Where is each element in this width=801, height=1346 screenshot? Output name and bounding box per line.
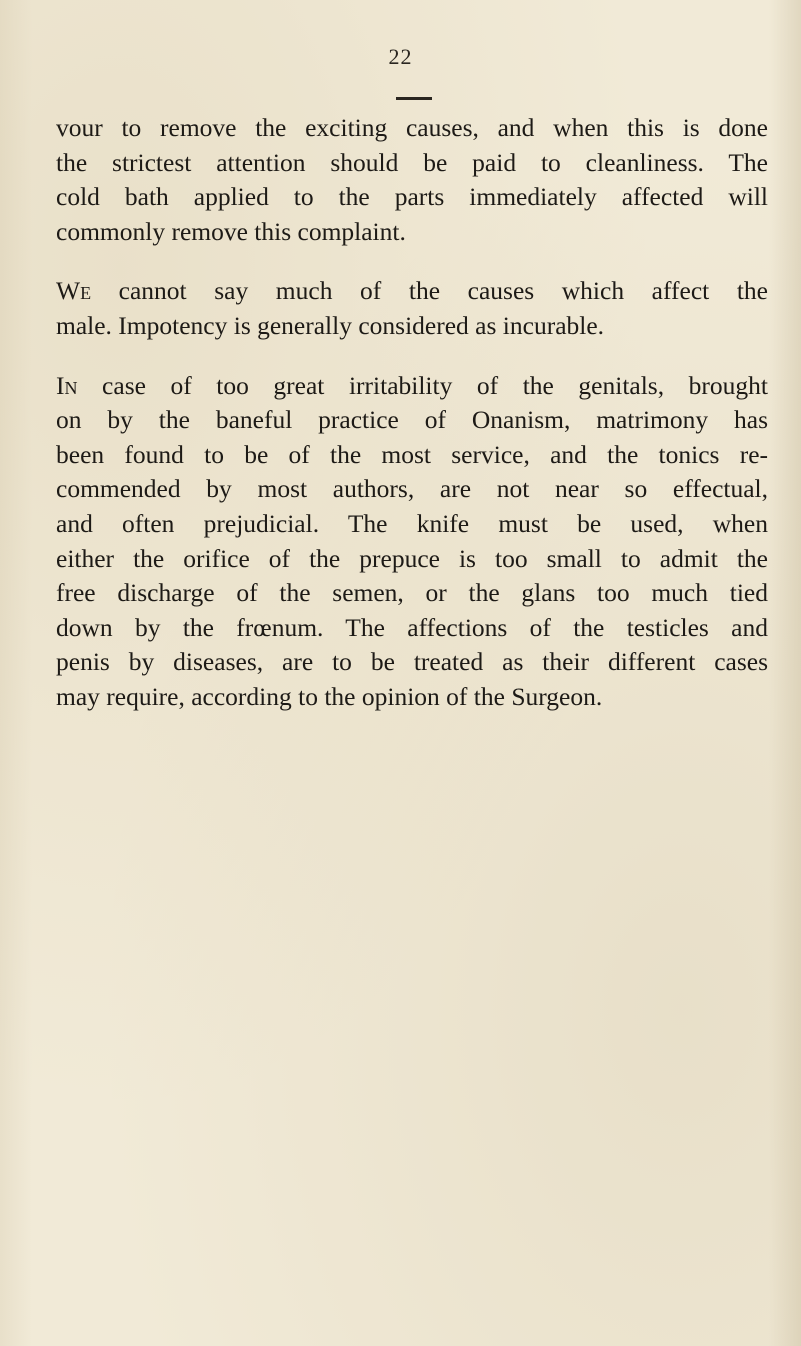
text-line: been found to be of the most service, and the tonics re- [56, 439, 768, 469]
paragraph-1 [56, 111, 768, 249]
text-line: commonly remove this complaint. [56, 216, 406, 246]
text-line: commended by most authors, are not near so effectual, [56, 474, 768, 504]
text-line: either the orifice of the prepuce is too small to admit the [56, 543, 768, 573]
text-run: cannot say much of the causes which affect the [91, 276, 768, 306]
text-line: and often prejudicial. The knife must be used, when [56, 508, 768, 538]
text-line [56, 274, 768, 309]
text-line: vour to remove the exciting causes, and when this is done [56, 113, 768, 142]
header-rule [396, 97, 432, 100]
page-number: 22 [388, 44, 413, 69]
text-line [56, 369, 768, 404]
text-line: penis by diseases, are to be treated as their different cases [56, 647, 768, 677]
text-line: on by the baneful practice of Onanism, matrimony has [56, 405, 768, 435]
text-line: male. Impotency is generally considered as incurable. [56, 310, 605, 340]
paragraph-3 [56, 369, 768, 715]
text-line: may require, according to the opinion of the Surgeon. [56, 681, 603, 711]
text-line: the strictest attention should be paid to cleanliness. The [56, 147, 768, 177]
text-line: down by the frœnum. The affections of the testicles and [56, 612, 768, 642]
paragraph-2 [56, 274, 768, 343]
text-line: cold bath applied to the parts immediately affected will [56, 182, 768, 212]
text-line: free discharge of the semen, or the glans too much tied [56, 578, 768, 608]
paragraph-lead: In [56, 370, 78, 400]
body-text [56, 111, 768, 725]
text-run: case of too great irritability of the genitals, brought [77, 370, 768, 400]
paragraph-lead: We [56, 276, 92, 306]
